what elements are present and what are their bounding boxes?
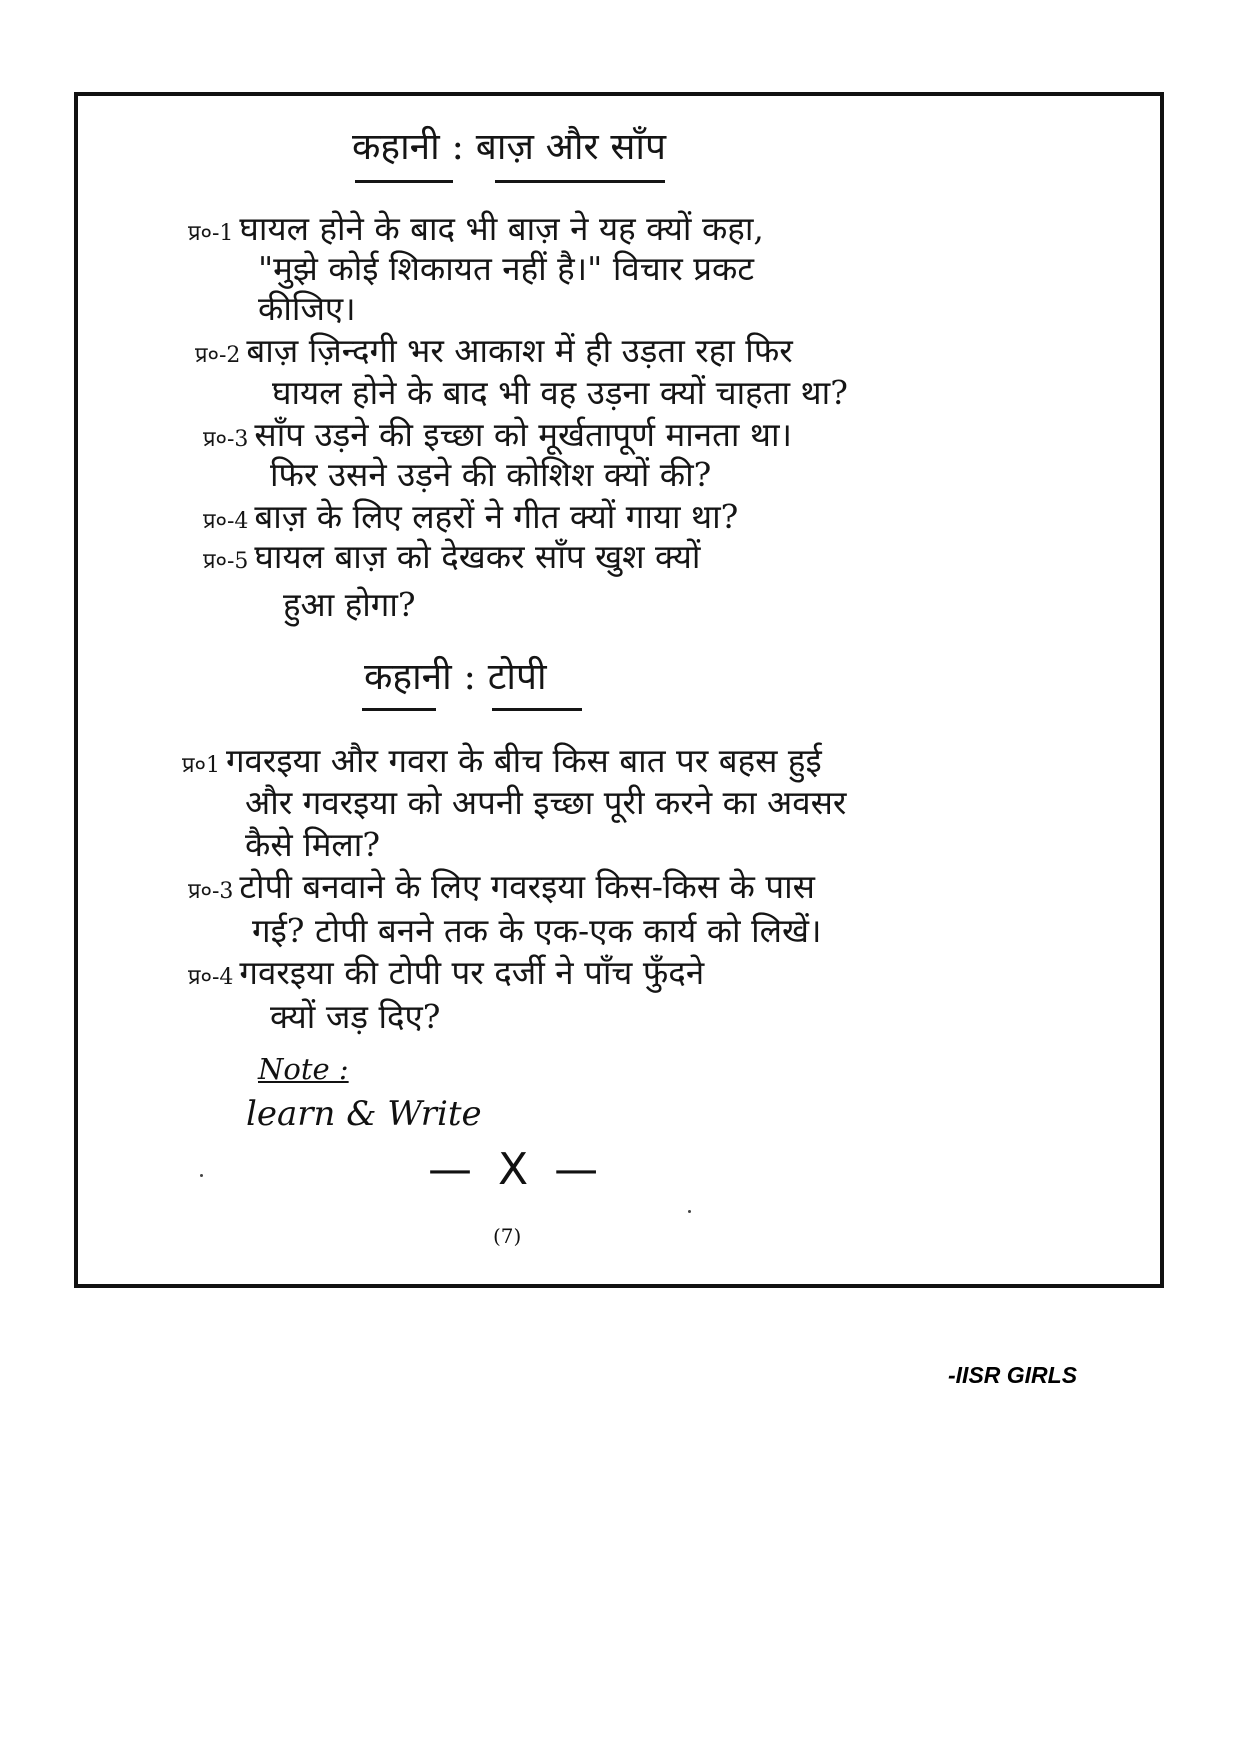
note-text: learn & Write	[246, 1094, 482, 1134]
question-line: प्र०-5 घायल बाज़ को देखकर साँप खुश क्यों	[203, 537, 701, 576]
question-number: प्र०-3	[203, 427, 249, 452]
question-line: प्र०-4 गवरइया की टोपी पर दर्जी ने पाँच फुँदने	[188, 953, 705, 992]
question-line: हुआ होगा?	[283, 585, 416, 624]
question-line: प्र०-2 बाज़ ज़िन्दगी भर आकाश में ही उड़ता रहा फिर	[195, 331, 793, 370]
question-number: प्र०-2	[195, 343, 241, 368]
heading-underline	[492, 708, 582, 711]
question-number: प्र०-1	[188, 221, 234, 246]
question-line: घायल होने के बाद भी वह उड़ना क्यों चाहता था?	[272, 373, 848, 412]
question-line: प्र०-3 साँप उड़ने की इच्छा को मूर्खतापूर्ण मानता था।	[203, 415, 793, 454]
footer-label: -IISR GIRLS	[948, 1362, 1078, 1388]
question-number: प्र०-5	[203, 549, 249, 574]
heading-underline	[355, 180, 453, 183]
question-line: प्र०-3 टोपी बनवाने के लिए गवरइया किस-किस के पास	[188, 867, 815, 906]
question-line: प्र०-1 घायल होने के बाद भी बाज़ ने यह क्यों कहा,	[188, 209, 764, 248]
question-line: और गवरइया को अपनी इच्छा पूरी करने का अवसर	[245, 783, 847, 822]
scan-speck	[200, 1174, 203, 1177]
question-number: प्र०-4	[203, 509, 249, 534]
question-number: प्र०-4	[188, 965, 234, 990]
question-line: क्यों जड़ दिए?	[270, 997, 441, 1036]
question-line: कीजिए।	[258, 289, 356, 328]
page-number: (7)	[493, 1224, 522, 1248]
question-line: कैसे मिला?	[245, 825, 381, 864]
question-line: "मुझे कोई शिकायत नहीं है।" विचार प्रकट	[258, 249, 754, 288]
question-line: प्र०-4 बाज़ के लिए लहरों ने गीत क्यों गाया था?	[203, 497, 739, 536]
story2-heading: कहानी : टोपी	[364, 655, 547, 698]
end-mark: — X —	[428, 1144, 605, 1195]
question-number: प्र०-3	[188, 879, 234, 904]
question-number: प्र०1	[182, 753, 220, 778]
heading-underline	[495, 180, 665, 183]
note-label: Note :	[258, 1052, 349, 1086]
question-line: गई? टोपी बनने तक के एक-एक कार्य को लिखें।	[252, 911, 822, 950]
heading-underline	[362, 708, 436, 711]
question-line: फिर उसने उड़ने की कोशिश क्यों की?	[270, 455, 712, 494]
question-line: प्र०1 गवरइया और गवरा के बीच किस बात पर बहस हुई	[182, 741, 822, 780]
story1-heading: कहानी : बाज़ और साँप	[352, 125, 667, 168]
scan-speck	[688, 1210, 691, 1213]
